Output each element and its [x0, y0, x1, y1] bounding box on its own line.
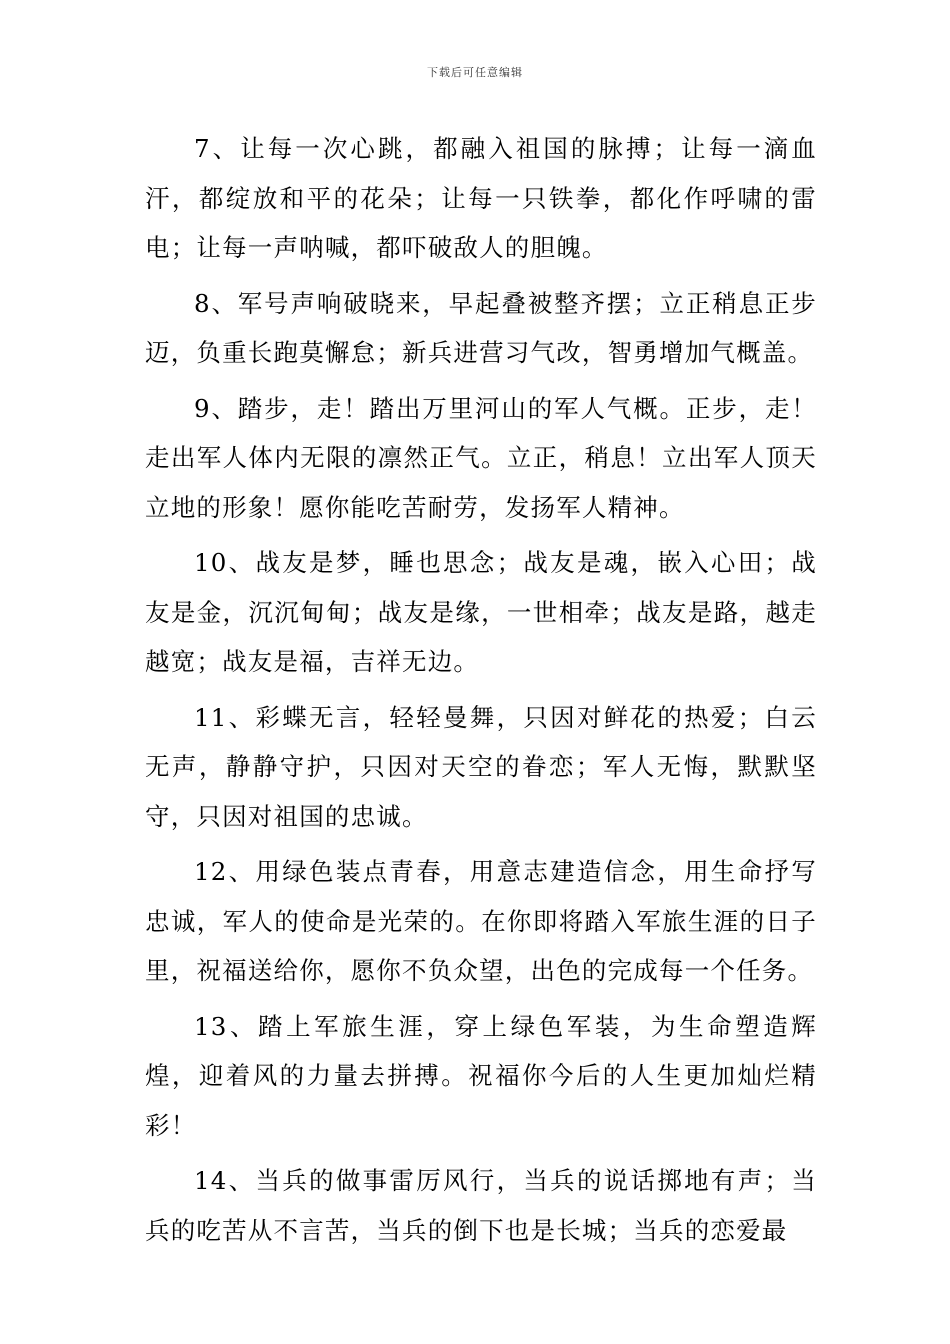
- paragraph-10: 10、战友是梦，睡也思念；战友是魂，嵌入心田；战友是金，沉沉甸甸；战友是缘，一世相牵；战友是路，越走越宽；战友是福，吉祥无边。: [145, 548, 817, 676]
- paragraph-7: 7、让每一次心跳，都融入祖国的脉搏；让每一滴血汗，都绽放和平的花朵；让每一只铁拳，都化作呼啸的雷电；让每一声呐喊，都吓破敌人的胆魄。: [145, 134, 817, 262]
- paragraph-9: 9、踏步，走！踏出万里河山的军人气概。正步，走！走出军人体内无限的凛然正气。立正，稍息！立出军人顶天立地的形象！愿你能吃苦耐劳，发扬军人精神。: [145, 393, 817, 522]
- paragraph-11: 11、彩蝶无言，轻轻曼舞，只因对鲜花的热爱；白云无声，静静守护，只因对天空的眷恋；军人无悔，默默坚守，只因对祖国的忠诚。: [145, 702, 817, 831]
- paragraph-13: 13、踏上军旅生涯，穿上绿色军装，为生命塑造辉煌，迎着风的力量去拼搏。祝福你今后的人生更加灿烂精彩！: [145, 1011, 817, 1140]
- paragraph-8: 8、军号声响破晓来，早起叠被整齐摆；立正稍息正步迈，负重长跑莫懈怠；新兵进营习气改，智勇增加气概盖。: [145, 288, 817, 367]
- paragraph-12: 12、用绿色装点青春，用意志建造信念，用生命抒写忠诚，军人的使命是光荣的。在你即将踏入军旅生涯的日子里，祝福送给你，愿你不负众望，出色的完成每一个任务。: [145, 857, 817, 985]
- paragraph-14: 14、当兵的做事雷厉风行，当兵的说话掷地有声；当兵的吃苦从不言苦，当兵的倒下也是长城；当兵的恋爱最: [145, 1166, 817, 1245]
- page-header-note: 下载后可任意编辑: [427, 66, 523, 79]
- document-body: [145, 124, 817, 1261]
